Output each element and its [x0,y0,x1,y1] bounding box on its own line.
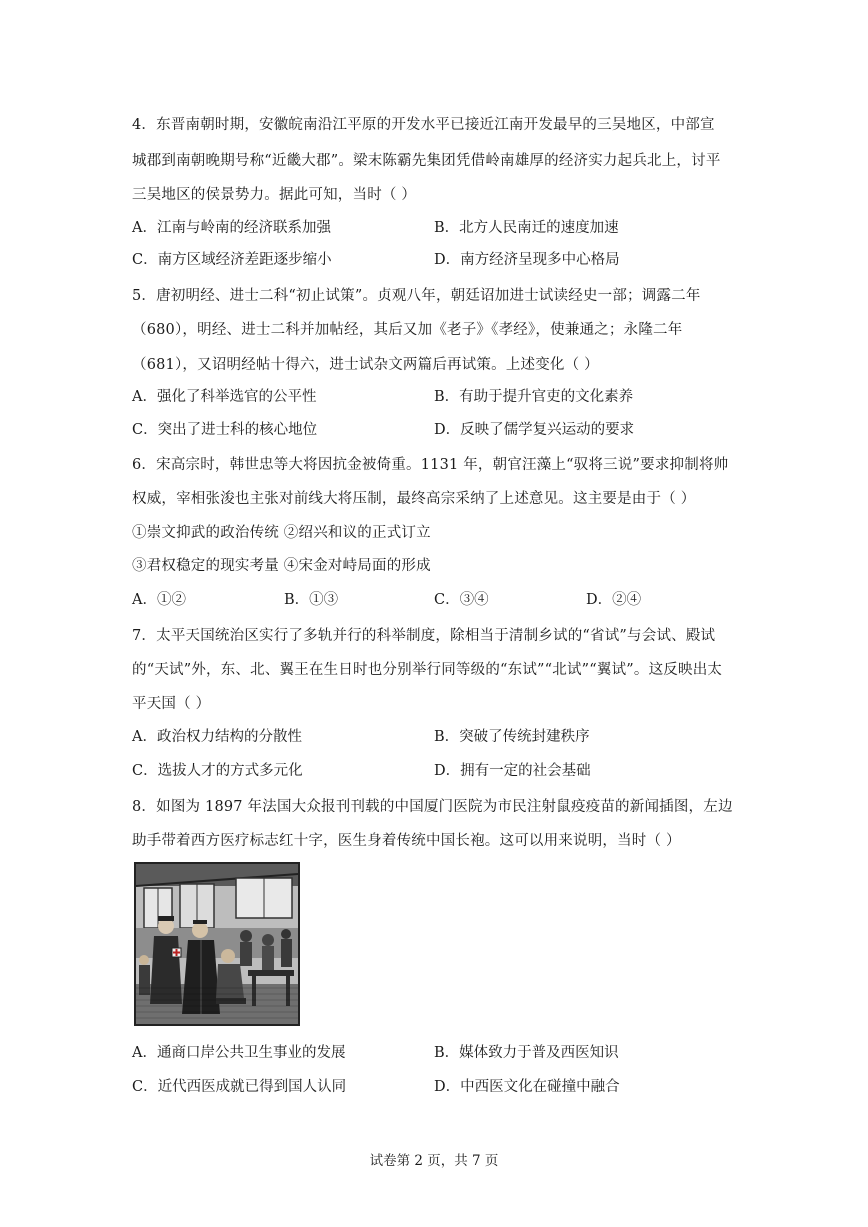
q7-stem-line-1: 7．太平天国统治区实行了多轨并行的科举制度，除相当于清制乡试的“省试”与会试、殿试 [132,628,716,644]
q7-option-b[interactable]: B．突破了传统封建秩序 [434,729,590,745]
q8-option-c[interactable]: C．近代西医成就已得到国人认同 [132,1079,347,1095]
q7-stem-line-3: 平天国（ ） [132,696,211,712]
q5-option-b[interactable]: B．有助于提升官吏的文化素养 [434,389,634,405]
illustration-drawing [136,864,298,1024]
q6-option-d[interactable]: D．②④ [586,592,642,608]
q6-statement-3-4: ③君权稳定的现实考量 ④宋金对峙局面的形成 [132,558,431,574]
vaccination-illustration [134,862,300,1026]
q4-stem-line-3: 三吴地区的侯景势力。据此可知，当时（ ） [132,187,417,203]
q7-option-d[interactable]: D．拥有一定的社会基础 [434,763,591,779]
q7-option-a[interactable]: A．政治权力结构的分散性 [132,729,302,745]
q8-option-b[interactable]: B．媒体致力于普及西医知识 [434,1045,619,1061]
q7-option-c[interactable]: C．选拔人才的方式多元化 [132,763,303,779]
q5-option-d[interactable]: D．反映了儒学复兴运动的要求 [434,422,635,438]
q6-option-a[interactable]: A．①② [132,592,186,608]
q5-stem-line-3: （681），又诏明经帖十得六，进士试杂文两篇后再试策。上述变化（ ） [132,357,599,373]
q6-stem-line-1: 6．宋高宗时，韩世忠等大将因抗金被倚重。1131 年，朝官汪藻上“驭将三说”要求抑制将帅 [132,457,729,473]
q6-statement-1-2: ①崇文抑武的政治传统 ②绍兴和议的正式订立 [132,525,431,541]
q4-option-a[interactable]: A．江南与岭南的经济联系加强 [132,220,331,236]
q4-option-d[interactable]: D．南方经济呈现多中心格局 [434,252,620,268]
q7-stem-line-2: 的“天试”外，东、北、翼王在生日时也分别举行同等级的“东试”“北试”“翼试”。这反映出太 [132,662,723,678]
q8-stem-line-1: 8．如图为 1897 年法国大众报刊刊载的中国厦门医院为市民注射鼠疫疫苗的新闻插图，左边 [132,799,733,815]
q8-option-d[interactable]: D．中西医文化在碰撞中融合 [434,1079,620,1095]
q4-option-b[interactable]: B．北方人民南迁的速度加速 [434,220,619,236]
q5-stem-line-1: 5．唐初明经、进士二科“初止试策”。贞观八年，朝廷诏加进士试读经史一部；调露二年 [132,288,701,304]
q5-option-c[interactable]: C．突出了进士科的核心地位 [132,422,318,438]
q8-option-a[interactable]: A．通商口岸公共卫生事业的发展 [132,1045,346,1061]
q6-stem-line-2: 权威，宰相张浚也主张对前线大将压制，最终高宗采纳了上述意见。这主要是由于（ ） [132,491,696,507]
q5-stem-line-2: （680），明经、进士二科并加帖经，其后又加《老子》《孝经》，使兼通之；永隆二年 [132,322,683,338]
q8-stem-line-2: 助手带着西方医疗标志红十字，医生身着传统中国长袍。这可以用来说明，当时（ ） [132,833,681,849]
q4-option-c[interactable]: C．南方区域经济差距逐步缩小 [132,252,332,268]
q4-stem-line-2: 城郡到南朝晚期号称“近畿大郡”。梁末陈霸先集团凭借岭南雄厚的经济实力起兵北上，讨平 [132,153,721,169]
q6-option-c[interactable]: C．③④ [434,592,489,608]
q5-option-a[interactable]: A．强化了科举选官的公平性 [132,389,317,405]
page-footer: 试卷第 2 页，共 7 页 [369,1153,499,1169]
q4-stem-line-1: 4．东晋南朝时期，安徽皖南沿江平原的开发水平已接近江南开发最早的三吴地区，中部宣 [132,117,715,133]
q6-option-b[interactable]: B．①③ [284,592,339,608]
